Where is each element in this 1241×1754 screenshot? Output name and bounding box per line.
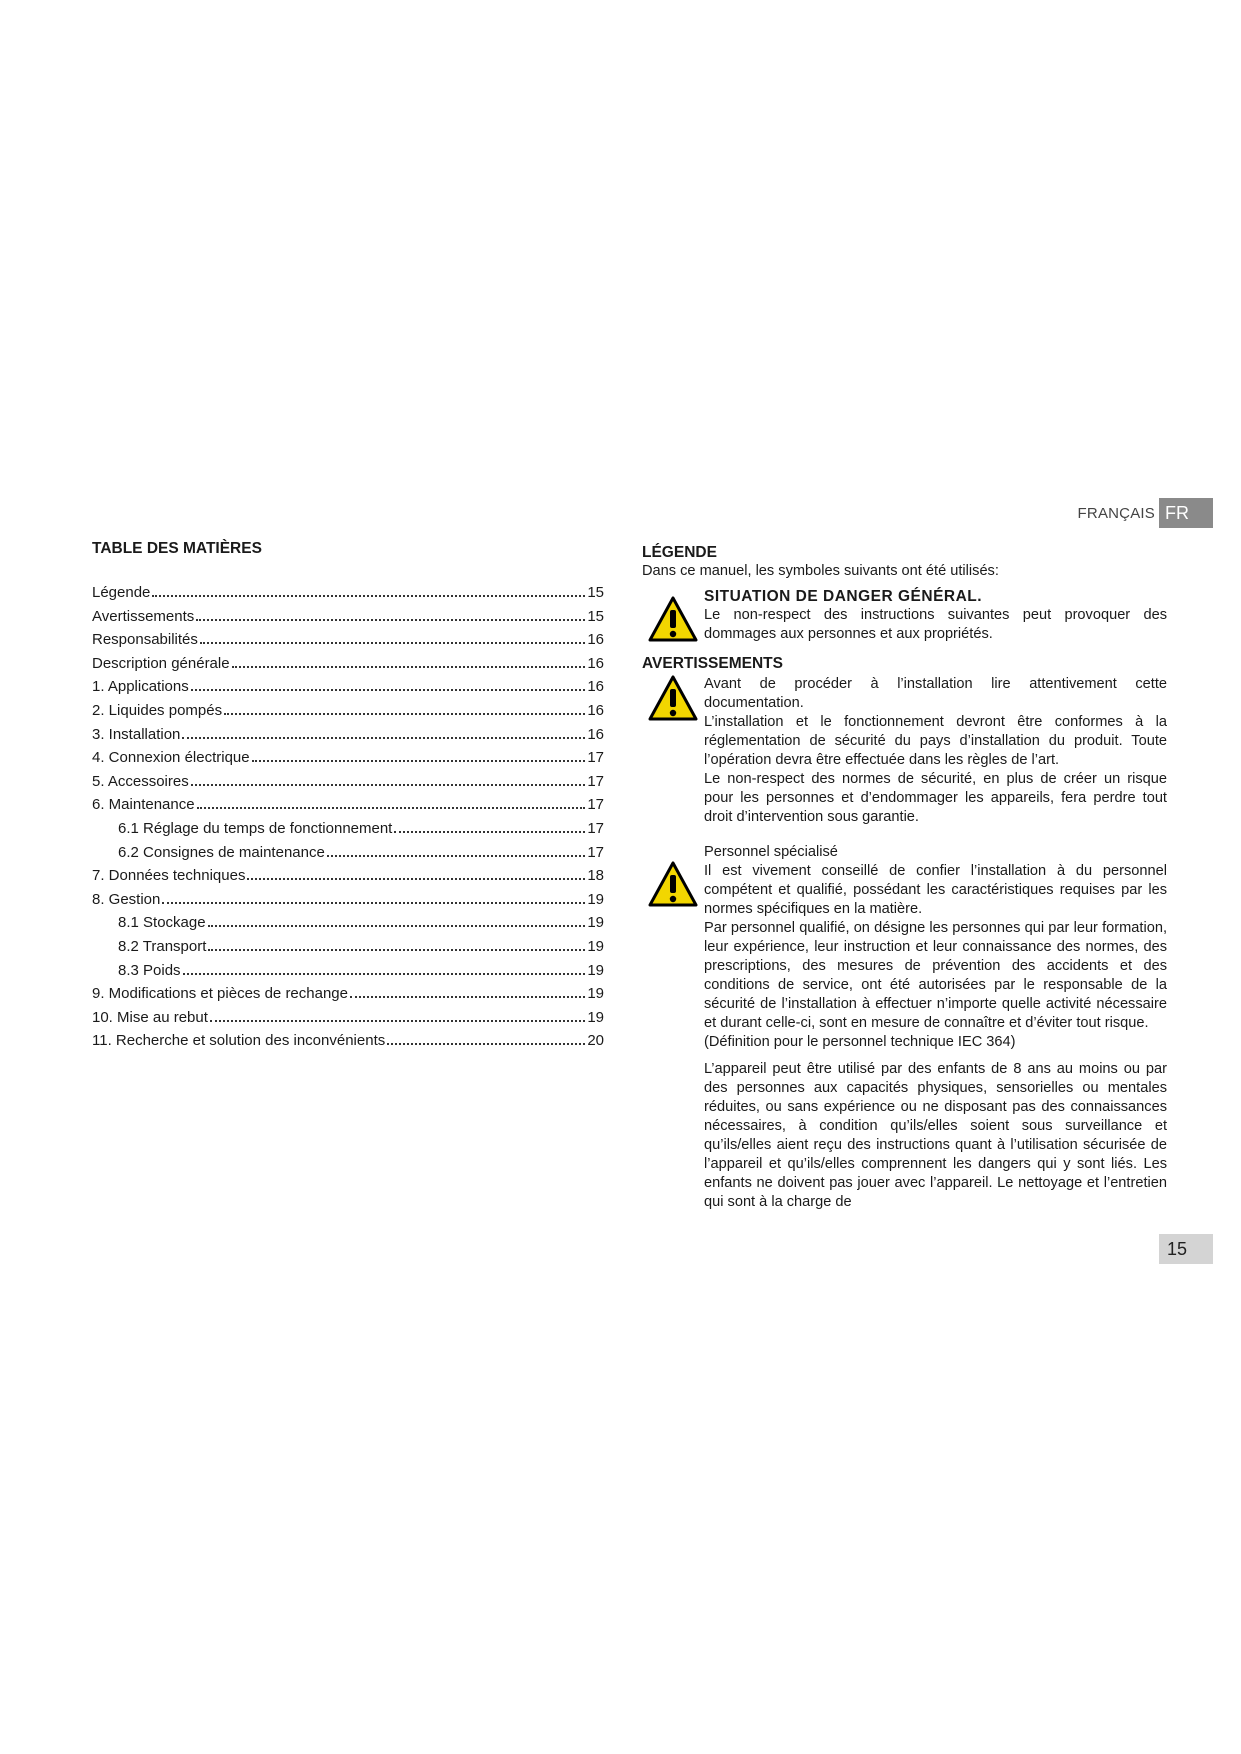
toc-entry	[92, 1009, 604, 1033]
toc-entry-label: 3. Installation	[92, 725, 181, 743]
toc-entry-label: 9. Modifications et pièces de rechange	[92, 985, 348, 1003]
toc-dot-leader	[183, 973, 586, 975]
toc-entry	[92, 891, 604, 915]
toc-entry-label: 1. Applications	[92, 678, 189, 696]
toc-entry-label: 11. Recherche et solution des inconvénients	[92, 1032, 386, 1050]
toc-entry	[92, 1032, 604, 1056]
warning-triangle-icon	[648, 596, 698, 642]
toc-dot-leader	[197, 807, 586, 809]
toc-entry	[92, 985, 604, 1009]
page-number: 15	[1159, 1234, 1213, 1264]
toc-entry	[92, 914, 604, 938]
danger-symbol-block	[642, 587, 1167, 644]
legend-intro: Dans ce manuel, les symboles suivants ont été utilisés:	[642, 563, 999, 579]
warnings-title: AVERTISSEMENTS	[642, 655, 783, 672]
qualified-paragraph-1: Il est vivement conseillé de confier l’installation à du personnel compétent et qualifié, possédant les caractéristiques requises par les normes spécifiques en la matière.	[704, 863, 1167, 917]
toc-entry	[92, 796, 604, 820]
warnings-block	[642, 675, 1167, 827]
warning-triangle-icon	[648, 675, 698, 721]
toc-entry-label: 8.3 Poids	[118, 961, 181, 979]
language-name: FRANÇAIS	[1077, 504, 1155, 522]
toc-entry-page: 16	[587, 678, 604, 696]
toc-entry-label: 2. Liquides pompés	[92, 701, 223, 719]
toc-dot-leader	[182, 737, 585, 739]
toc-entry-label: 10. Mise au rebut	[92, 1008, 208, 1026]
toc-entry-label: 6. Maintenance	[92, 796, 195, 814]
toc-entry	[92, 962, 604, 986]
toc-dot-leader	[196, 619, 585, 621]
warnings-paragraph-2: L’installation et le fonctionnement devront être conformes à la réglementation de sécurité du pays d’installation du produit. Toute l’opération devra être effectuée dans les règles de l’art.	[704, 714, 1167, 768]
toc-entry-page: 20	[587, 1032, 604, 1050]
toc-entry-label: 7. Données techniques	[92, 867, 246, 885]
qualified-personnel-title: Personnel spécialisé	[704, 844, 838, 860]
toc-entry-label: 6.2 Consignes de maintenance	[118, 843, 325, 861]
toc-dot-leader	[232, 666, 586, 668]
toc-entry-page: 15	[587, 584, 604, 601]
toc-entry	[92, 844, 604, 868]
toc-dot-leader	[200, 642, 585, 644]
toc-dot-leader	[394, 831, 585, 833]
toc-entry-label: 8.2 Transport	[118, 937, 207, 955]
toc-entry-page: 16	[587, 725, 604, 743]
children-paragraph: L’appareil peut être utilisé par des enfants de 8 ans au moins ou par des personnes aux capacités physiques, sensorielles ou mentales réduites, ou sans expérience ou ne disposant pas des connaissances nécessaires, à condition qu’ils/elles soient sous surveillance et qu’ils/elles aient reçu des instructions quant à l’utilisation sécurisée de l’appareil et qu’ils/elles comprennent les dangers qui y sont liés. Les enfants ne doivent pas jouer avec l’appareil. Le nettoyage et l’entretien qui sont à la charge de	[704, 1061, 1167, 1210]
toc-title: TABLE DES MATIÈRES	[92, 540, 262, 557]
language-tab	[1078, 498, 1213, 528]
toc-dot-leader	[210, 1020, 585, 1022]
toc-dot-leader	[224, 713, 585, 715]
toc-entry	[92, 749, 604, 773]
toc-entry-label: 8. Gestion	[92, 890, 161, 908]
qualified-paragraph-2: Par personnel qualifié, on désigne les personnes qui par leur formation, leur expérience, leur instruction et leur connaissance des normes, des prescriptions, des mesures de prévention des accidents et des conditions de service, ont été autorisées par le responsable de la sécurité de l’installation à effectuer n’importe quelle activité nécessaire et durant celle-ci, sont en mesure de connaître et d’éviter tout risque.	[704, 920, 1167, 1031]
toc-entry-page: 17	[587, 749, 604, 767]
toc-entry	[92, 867, 604, 891]
toc-entry-page: 15	[587, 607, 604, 625]
content-column	[642, 543, 1167, 1212]
toc-entry-page: 19	[587, 985, 604, 1003]
toc-entry	[92, 584, 604, 608]
toc-entry-label: 4. Connexion électrique	[92, 749, 250, 767]
toc-dot-leader	[350, 996, 585, 998]
warnings-paragraph-3: Le non-respect des normes de sécurité, en plus de créer un risque pour les personnes et d’endommager les appareils, fera perdre tout droit d’intervention sous garantie.	[704, 771, 1167, 825]
toc-entry-page: 17	[587, 819, 604, 837]
toc-dot-leader	[191, 784, 586, 786]
toc-entry-label: 5. Accessoires	[92, 772, 189, 790]
toc-dot-leader	[191, 689, 586, 691]
toc-entry-label: 8.1 Stockage	[118, 914, 206, 932]
toc-entry-label: 6.1 Réglage du temps de fonctionnement	[118, 819, 393, 837]
toc-dot-leader	[208, 949, 585, 951]
toc-entry	[92, 938, 604, 962]
toc-entry	[92, 773, 604, 797]
toc-list	[92, 584, 604, 1056]
toc-entry-page: 19	[587, 937, 604, 955]
warnings-paragraph-1: Avant de procéder à l’installation lire attentivement cette documentation.	[704, 676, 1167, 711]
toc-entry	[92, 702, 604, 726]
toc-entry-page: 16	[587, 654, 604, 672]
toc-entry	[92, 655, 604, 679]
toc-dot-leader	[208, 925, 586, 927]
toc-entry-page: 17	[587, 796, 604, 814]
toc-entry-page: 17	[587, 843, 604, 861]
toc-entry-label: Légende	[92, 584, 151, 601]
danger-title: SITUATION DE DANGER GÉNÉRAL.	[704, 588, 983, 605]
toc-entry-page: 19	[587, 1008, 604, 1026]
toc-dot-leader	[327, 855, 586, 857]
table-of-contents	[92, 540, 604, 1056]
toc-entry-label: Responsabilités	[92, 631, 198, 649]
toc-dot-leader	[387, 1043, 585, 1045]
toc-entry	[92, 726, 604, 750]
toc-entry-page: 16	[587, 631, 604, 649]
toc-entry-page: 19	[587, 890, 604, 908]
toc-entry-page: 18	[587, 867, 604, 885]
toc-entry-page: 19	[587, 914, 604, 932]
warning-triangle-icon	[648, 861, 698, 907]
language-code: FR	[1159, 498, 1213, 528]
legend-title: LÉGENDE	[642, 544, 717, 561]
toc-dot-leader	[247, 878, 585, 880]
toc-entry-label: Avertissements	[92, 607, 195, 625]
toc-entry	[92, 678, 604, 702]
qualified-paragraph-3: (Définition pour le personnel technique IEC 364)	[704, 1034, 1016, 1050]
toc-entry	[92, 631, 604, 655]
toc-dot-leader	[152, 595, 585, 597]
toc-entry-page: 17	[587, 772, 604, 790]
toc-entry	[92, 608, 604, 632]
qualified-personnel-block	[642, 843, 1167, 1212]
toc-dot-leader	[252, 760, 586, 762]
toc-dot-leader	[162, 902, 585, 904]
toc-entry-page: 16	[587, 701, 604, 719]
danger-text: Le non-respect des instructions suivantes peut provoquer des dommages aux personnes et aux propriétés.	[704, 607, 1167, 642]
toc-entry-label: Description générale	[92, 654, 230, 672]
toc-entry-page: 19	[587, 961, 604, 979]
toc-entry	[92, 820, 604, 844]
